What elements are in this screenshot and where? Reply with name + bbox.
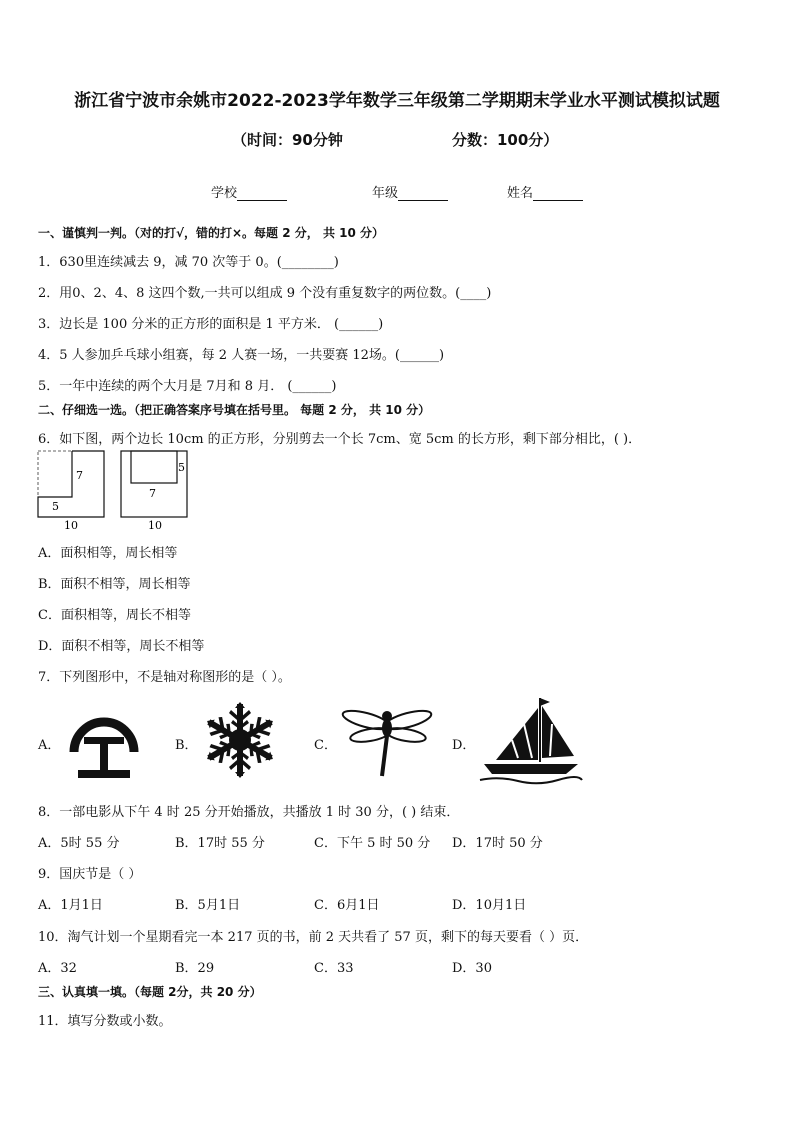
q10-option-c: C．33 <box>314 961 354 976</box>
q6-option-b: B．面积不相等，周长相等 <box>38 577 191 592</box>
question-3: 3．边长是 100 分米的正方形的面积是 1 平方米． (______) <box>38 317 384 332</box>
total-score: 分数：100分） <box>452 131 559 149</box>
right-label-7: 7 <box>149 487 156 500</box>
q7-label-c: C． <box>314 738 337 753</box>
question-4: 4．5 人参加乒乓球小组赛，每 2 人赛一场，一共要赛 12场。(______) <box>38 348 445 363</box>
left-label-7: 7 <box>76 469 83 482</box>
q9-option-b: B．5月1日 <box>175 898 241 913</box>
name-field: 姓名 <box>507 182 583 201</box>
q8-option-c: C．下午 5 时 50 分 <box>314 836 431 851</box>
q10-option-a: A．32 <box>38 961 77 976</box>
section-3-heading: 三、认真填一填。（每题 2分，共 20 分） <box>38 985 262 999</box>
q8-option-d: D．17时 50 分 <box>452 836 543 851</box>
q6-option-d: D．面积不相等，周长不相等 <box>38 639 205 654</box>
left-square <box>38 451 104 532</box>
q8-option-a: A．5时 55 分 <box>38 836 120 851</box>
q6-option-c: C．面积相等，周长不相等 <box>38 608 191 623</box>
right-square <box>121 451 187 532</box>
q7-figure-c-dragonfly-icon <box>340 702 435 782</box>
question-6: 6．如下图，两个边长 10cm 的正方形，分别剪去一个长 7cm、宽 5cm 的长方形，剩下部分相比，( )． <box>38 432 642 447</box>
q7-figure-b-snowflake-icon <box>200 700 280 780</box>
question-7: 7．下列图形中，不是轴对称图形的是（ ）。 <box>38 670 291 685</box>
q10-option-b: B．29 <box>175 961 215 976</box>
left-label-10: 10 <box>64 519 78 532</box>
q7-label-d: D． <box>452 738 476 753</box>
question-1: 1．630里连续减去 9，减 70 次等于 0。(________) <box>38 255 339 270</box>
section-2-heading: 二、仔细选一选。（把正确答案序号填在括号里。 每题 2 分， 共 10 分） <box>38 403 431 417</box>
question-5: 5．一年中连续的两个大月是 7月和 8 月． (______) <box>38 379 337 394</box>
q9-option-a: A．1月1日 <box>38 898 103 913</box>
school-field: 学校 <box>211 182 287 201</box>
time-limit: （时间：90分钟 <box>232 131 343 149</box>
q9-option-c: C．6月1日 <box>314 898 380 913</box>
question-2: 2．用0、2、4、8 这四个数,一共可以组成 9 个没有重复数字的两位数。(____) <box>38 286 492 301</box>
question-6-figure <box>36 449 196 533</box>
q7-label-a: A． <box>38 738 61 753</box>
left-label-5: 5 <box>52 500 59 513</box>
q6-option-a: A．面积相等，周长相等 <box>38 546 178 561</box>
q7-figure-a-icon <box>64 702 144 782</box>
question-11: 11．填写分数或小数。 <box>38 1014 172 1029</box>
q7-figure-d-sailboat-icon <box>478 694 583 786</box>
page-title: 浙江省宁波市余姚市2022-2023学年数学三年级第二学期期末学业水平测试模拟试题 <box>74 91 720 111</box>
question-9: 9．国庆节是（ ） <box>38 867 142 882</box>
question-10: 10．淘气计划一个星期看完一本 217 页的书，前 2 天共看了 57 页，剩下的每天要看（ ）页． <box>38 930 589 945</box>
q9-option-d: D．10月1日 <box>452 898 527 913</box>
right-label-5: 5 <box>178 461 185 474</box>
q7-label-b: B． <box>175 738 198 753</box>
q10-option-d: D．30 <box>452 961 492 976</box>
right-label-10: 10 <box>148 519 162 532</box>
q8-option-b: B．17时 55 分 <box>175 836 265 851</box>
question-8: 8．一部电影从下午 4 时 25 分开始播放，共播放 1 时 30 分，( ) 结束． <box>38 805 460 820</box>
section-1-heading: 一、谨慎判一判。（对的打√，错的打×。每题 2 分， 共 10 分） <box>38 226 384 240</box>
grade-field: 年级 <box>372 182 448 201</box>
